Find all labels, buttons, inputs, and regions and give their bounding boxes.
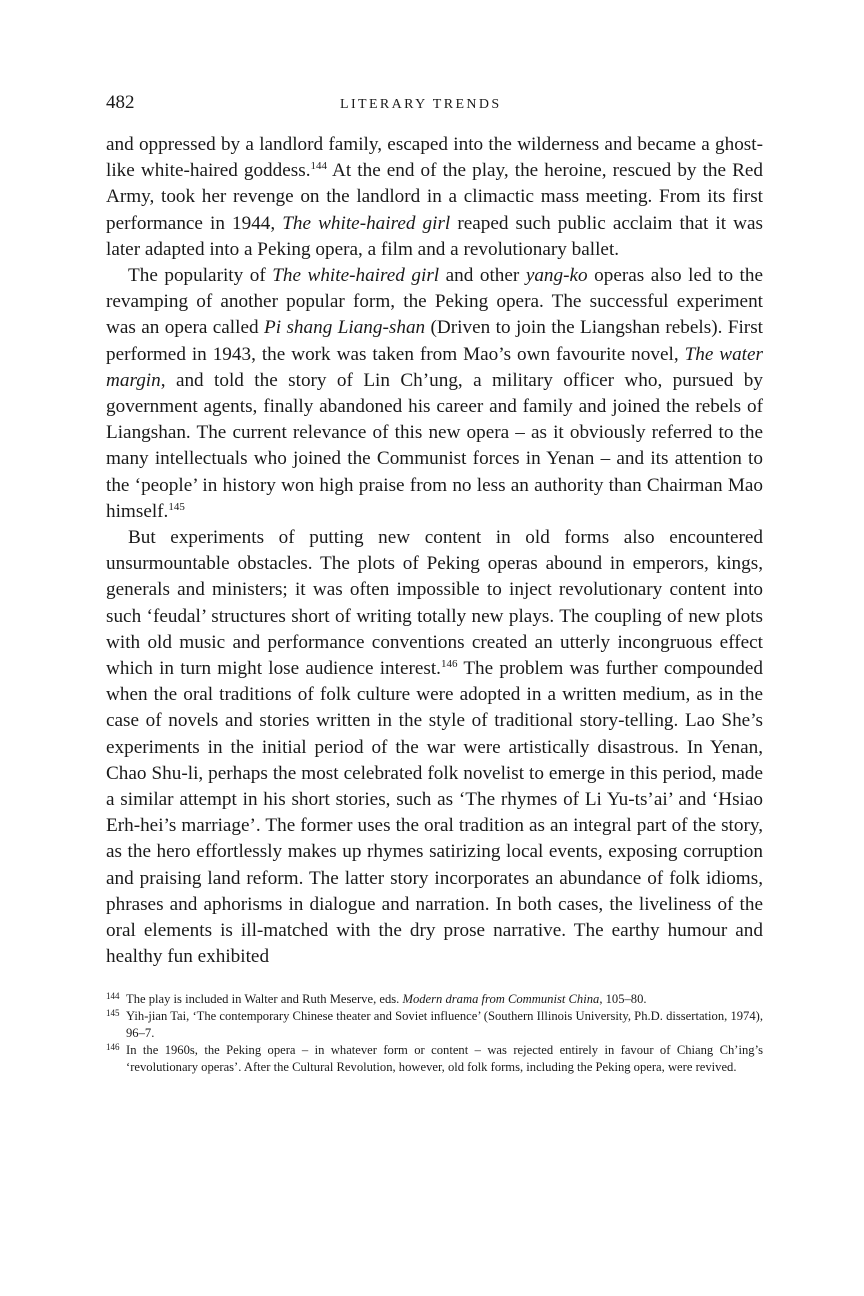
italic-title: The white-haired girl (272, 265, 440, 287)
paragraph (106, 132, 763, 263)
text-run: , 105–80. (599, 991, 647, 1006)
text-run: and oppressed by a landlord family, escaped into the wilderness and became a ghost-like white-haired goddess. (106, 134, 763, 182)
page-header (106, 92, 763, 122)
footnote: 144 The play is included in Walter and Ruth Meserve, eds. Modern drama from Communist China, 105–80. (106, 990, 647, 1006)
paragraph (106, 263, 763, 525)
footnote: 145 Yih-jian Tai, ‘The contemporary Chinese theater and Soviet influence’ (Southern Illinois University, Ph.D. dissertation, 1974), 96–7. (106, 1007, 763, 1040)
text-run: At the end of the play, the heroine, rescued by the Red Army, took her revenge on the landlord in a climactic mass meeting. From its first performance in 1944, (106, 160, 764, 234)
italic-title: The water margin (106, 343, 763, 391)
text-run: The play is included in Walter and Ruth Meserve, eds. (126, 991, 403, 1006)
footnote-ref: 146 (440, 658, 458, 671)
text-run: But experiments of putting new content in old forms also encountered unsurmountable obstacles. The plots of Peking operas abound in emperors, kings, generals and ministers; it was often impossible to inject revolutionary content into such ‘feudal’ structures short of writing totally new plays. The coupling of new plots with old music and performance conventions created an utterly incongruous effect which in turn might lose audience interest. (106, 527, 763, 680)
text-run: (Driven to join the Liangshan rebels). First performed in 1943, the work was taken from Mao’s own favourite novel, (106, 317, 763, 365)
text-run: The problem was further compounded when the oral traditions of folk culture were adopted in a written medium, as in the case of novels and stories written in the style of traditional story-telling. Lao She’s experiments in the initial period of the war were artistically disastrous. In Yenan, Chao Shu-li, perhaps the most celebrated folk novelist to emerge in this period, made a similar attempt in his short stories, such as ‘The rhymes of Li Yu-ts’ai’ and ‘Hsiao Erh-hei’s marriage’. The former uses the oral tradition as an integral part of the story, as the hero effortlessly makes up rhymes satirizing local events, exposing corruption and praising land reform. The latter story incorporates an abundance of folk idioms, phrases and aphorisms in dialogue and narration. In both cases, the liveliness of the oral elements is ill-matched with the dry prose narrative. The earthy humour and healthy fun exhibited (106, 658, 763, 968)
text-run: and other (439, 265, 526, 287)
body-text (106, 132, 763, 971)
footnotes (106, 991, 763, 1076)
footnote: 146 In the 1960s, the Peking opera – in whatever form or content – was rejected entirely in favour of Chiang Ch’ing’s ‘revolutionary operas’. After the Cultural Revolution, however, old folk forms, including the Peking opera, were revived. (106, 1041, 763, 1074)
italic-title: Modern drama from Communist China (402, 991, 600, 1006)
footnote-ref: 145 (168, 500, 185, 513)
text-run: In the 1960s, the Peking opera – in whatever form or content – was rejected entirely in favour of Chiang Ch’ing’s ‘revolutionary operas’. After the Cultural Revolution, however, old folk forms, including the Peking opera, were revived. (126, 1042, 763, 1074)
book-page (106, 92, 763, 1076)
footnote-ref: 144 (310, 160, 327, 173)
italic-title: The white-haired girl (282, 212, 451, 234)
text-run: The popularity of (128, 265, 273, 287)
page-number: 482 (106, 92, 135, 113)
paragraph (106, 525, 763, 970)
text-run: Yih-jian Tai, ‘The contemporary Chinese theater and Soviet influence’ (Southern Illinois University, Ph.D. dissertation, 1974), 96–7. (126, 1008, 763, 1040)
text-run: , and told the story of Lin Ch’ung, a military officer who, pursued by government agents, finally abandoned his career and family and joined the rebels of Liangshan. The current relevance of this new opera – as it obviously referred to the many intellectuals who joined the Communist forces in Yenan – and its attention to the ‘people’ in history won high praise from no less an authority than Chairman Mao himself. (106, 369, 763, 522)
italic-title: Pi shang Liang-shan (264, 317, 426, 339)
italic-title: yang-ko (525, 265, 588, 287)
text-run: operas also led to the revamping of another popular form, the Peking opera. The successful experiment was an opera called (106, 265, 763, 339)
running-head: LITERARY TRENDS (340, 97, 502, 112)
text-run: reaped such public acclaim that it was later adapted into a Peking opera, a film and a revolutionary ballet. (106, 212, 763, 260)
